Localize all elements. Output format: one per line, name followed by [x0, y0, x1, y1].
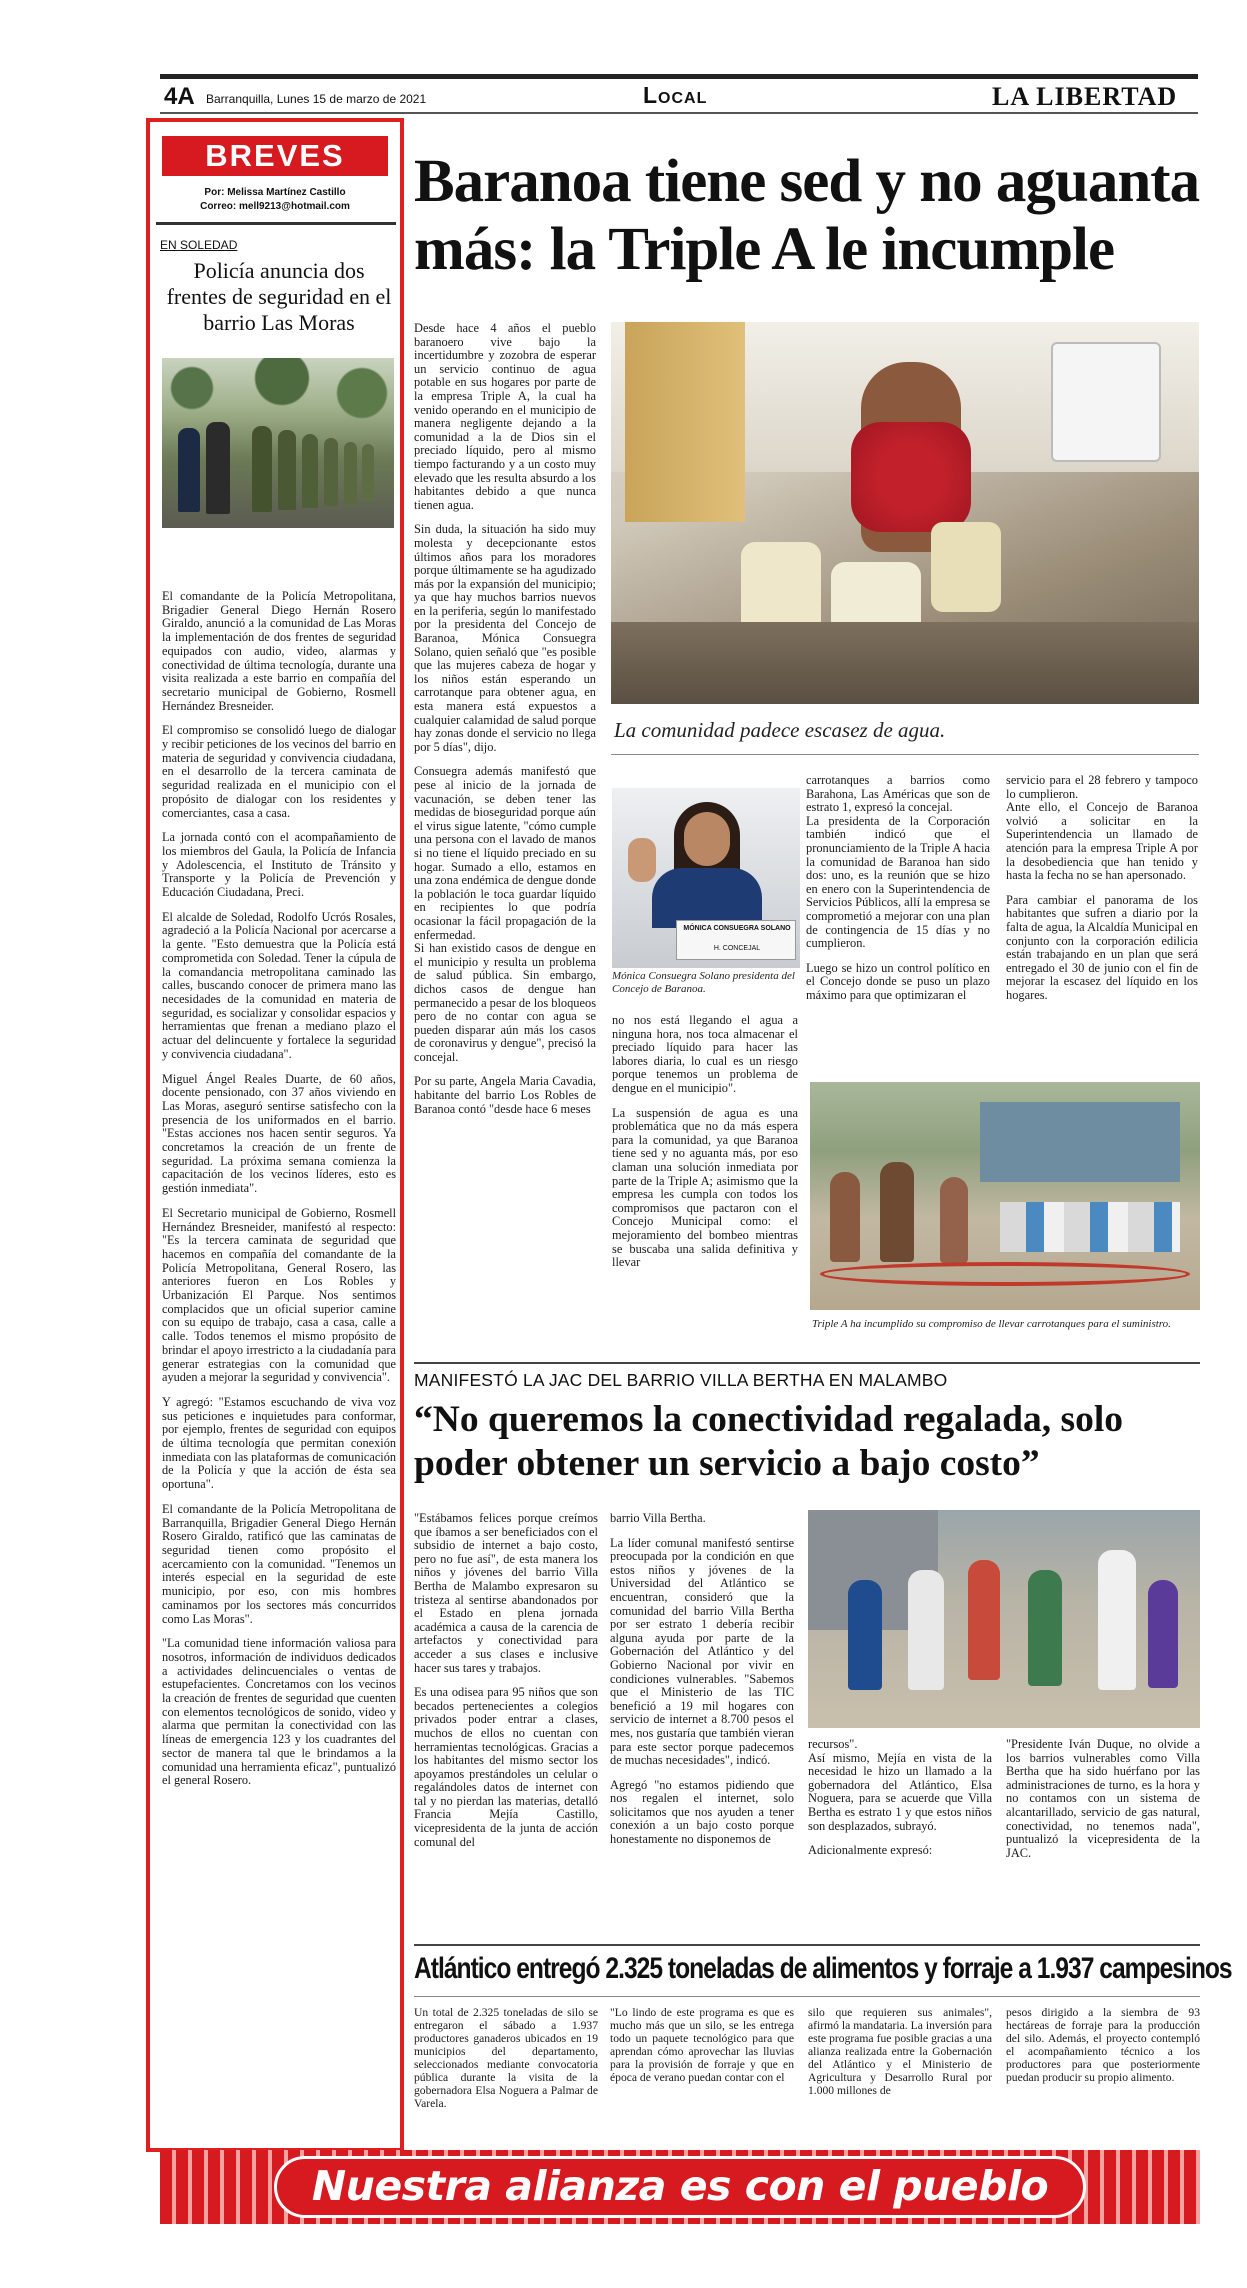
villa-bertha-headline: “No queremos la conectividad regalada, solo poder obtener un servicio a bajo costo”: [414, 1399, 1124, 1484]
article-paragraph: Si han existido casos de dengue en el municipio y resulta un problema de salud pública. Sin embargo, dichos casos de dengue han permanecido a pesar de los bloqueos pero de no contar con agua se pueden disparar aún más los casos de coronavirus y dengue", precisó la concejal.: [414, 941, 597, 1064]
villa-bertha-column-2: [610, 1512, 794, 1858]
police-photo-officers-7: [344, 442, 357, 504]
page-number: 4A: [164, 83, 195, 110]
nameplate-role: H. CONCEJAL: [713, 945, 761, 952]
truck-photo-caption: Triple A ha incumplido su compromiso de llevar carrotanques para el suministro.: [812, 1318, 1171, 1330]
article-paragraph: La presidenta de la Corporación también indicó que el pronunciamiento de la Triple A hacia la comunidad de Baranoa han sido dos: uno, es la reunión que se hizo en enero con la Superintendencia de Servicios Públicos, allí la empresa se comprometió a mejorar con una plan de contingencia de 15 días y no cumplieron.: [806, 813, 990, 951]
photo-crowd-1: [830, 1172, 860, 1262]
baranoa-column-2-top: [806, 774, 990, 1014]
police-photo-officers-3: [252, 426, 272, 512]
water-scarcity-photo: [611, 322, 1199, 704]
footer-banner: [160, 2150, 1200, 2224]
breves-paragraph: El comandante de la Policía Metropolitana, Brigadier General Diego Hernán Rosero Giraldo, anunció a la comunidad de Las Moras la implementación de dos frentes de seguridad equipados con audio, video, alarmas y conectividad de última tecnología, durante una visita realizada a este barrio en compañía del secretario municipal de Gobierno, Rosmell Hernández Bresneider.: [162, 589, 396, 713]
atlantico-column-2: "Lo lindo de este programa es que es mucho más que un silo, se les entrega todo un paquete tecnológico para que aprendan cómo aprovechar las lluvias para la provisión de forraje y que en época de verano puedan contar con el: [610, 2006, 794, 2084]
section-label: Local: [643, 82, 708, 108]
baranoa-column-3: [1006, 774, 1198, 1014]
photo-jug-3: [931, 522, 1001, 612]
baranoa-column-1: [414, 322, 596, 1127]
footer-slogan: Nuestra alianza es con el pueblo: [311, 2162, 1049, 2210]
breves-body: [162, 590, 396, 1799]
article-paragraph: Adicionalmente expresó:: [808, 1843, 933, 1858]
breves-banner: BREVES: [162, 136, 388, 176]
article-paragraph: Agregó "no estamos pidiendo que nos regalen el internet, solo solicitamos que nos ayuden a tener conexión a un bajo costo porque honestamente no disponemos de: [610, 1777, 794, 1847]
article-paragraph: Así mismo, Mejía en vista de la necesidad le hizo un llamado a la gobernadora del Atlántico, Elsa Noguera, para se acuerde que Villa Bertha es estrato 1 y que estos niños son desplazados, subrayó.: [808, 1750, 992, 1833]
photo-buckets: [1000, 1202, 1180, 1252]
photo-child-2: [908, 1570, 944, 1690]
atlantico-under-rule: [414, 1996, 1200, 1997]
article-paragraph: Desde hace 4 años el pueblo baranoero vive bajo la incertidumbre y zozobra de esperar un servicio continuo de agua potable en sus hogares por parte de la empresa Triple A, la cual ha venido operando en el municipio de manera negligente dejando a la comunidad a la de Dios sin el preciado líquido, pero al mismo tiempo facturando y a un costo muy elevado que les resulta absurdo a los habitantes debido a que nunca tienen agua.: [414, 321, 596, 512]
children-photo: [808, 1510, 1200, 1728]
article-paragraph: recursos".: [808, 1737, 858, 1751]
photo-hose: [820, 1262, 1190, 1286]
portrait-body: [652, 868, 762, 928]
portrait-caption: Mónica Consuegra Solano presidenta del Concejo de Baranoa.: [612, 970, 795, 995]
baranoa-column-2-bottom: [612, 1014, 798, 1281]
police-photo-officers-2: [206, 422, 230, 514]
villa-bertha-column-4: [1006, 1738, 1200, 1871]
breves-paragraph: El compromiso se consolidó luego de dialogar y recibir peticiones de los vecinos del barrio en materia de seguridad y convivencia ciudadana, en el desarrollo de la tercera caminata de seguridad realizada en el municipio con el propósito de dialogar con los residentes y comerciantes, casa a casa.: [162, 723, 396, 820]
article-paragraph: Para cambiar el panorama de los habitantes que sufren a diario por la falta de agua, la Alcaldía Municipal en conjunto con la corporación edilicia están trabajando en un plan que será entregado el 30 de junio con el fin de mejorar la escasez del líquido en los hogares.: [1006, 892, 1198, 1002]
breves-rule: [156, 222, 396, 225]
breves-headline: Policía anuncia dos frentes de seguridad en el barrio Las Moras: [166, 258, 392, 335]
page-header: [160, 74, 1198, 116]
article-paragraph: Por su parte, Angela Maria Cavadia, habitante del barrio Los Robles de Baranoa contó "desde hace 6 meses: [414, 1074, 596, 1116]
article-paragraph: Consuegra además manifestó que pese al inicio de la jornada de vacunación, se deben tener las medidas de bioseguridad porque aún el virus sigue latente, "cómo cumple una persona con el lavado de manos si no tiene el líquido preciado en su hogar. Sumado a ello, estamos en una zona endémica de dengue donde la población le toca guardar líquido en recipientes lo que podría ocasionar la fácil propagación de la enfermedad.: [414, 764, 596, 942]
article-paragraph: Es una odisea para 95 niños que son becados pertenecientes a colegios privados poder entrar a clases, muchos de ellos no cuentan con herramientas tecnológicas. Gracias a los habitantes del mismo sector los apoyamos prestándoles un celular o regalándoles datos de internet con tal y no pierdan las materias, detalló Francia Mejía Castillo, vicepresidenta de la junta de acción comunal del: [414, 1685, 598, 1849]
portrait-hand: [628, 838, 656, 882]
atlantico-top-rule: [414, 1944, 1200, 1946]
atlantico-column-4: pesos dirigido a la siembra de 93 hectáreas de forraje para la producción del silo. Además, el proyecto contempló el acompañamiento técnico a los productores para que posteriormente puedan producir su propio alimento.: [1006, 2006, 1200, 2084]
breves-kicker: EN SOLEDAD: [160, 238, 238, 252]
article-paragraph: "Estábamos felices porque creímos que íbamos a ser beneficiados con el subsidio de internet a bajo costo, pero no fue así", de esta manera los niños y jóvenes del barrio Villa Bertha de Malambo expresaron su tristeza al sentirse abandonados por el Estado en plena jornada académica a causa de la carencia de artefactos y conectividad para acceder a sus clases e inclusive hacer sus tares y trabajos.: [414, 1511, 598, 1675]
police-photo-officers-5: [302, 434, 318, 508]
section-rule: [414, 1362, 1200, 1364]
police-photo-trees: [162, 358, 394, 428]
portrait-face: [684, 812, 730, 866]
water-truck-line-photo: [810, 1082, 1200, 1310]
atlantico-column-3: silo que requieren sus animales", afirmó la mandataria. La inversión para este programa fue posible gracias a una alianza realizada entre la Gobernación del Atlántico y el Ministerio de Agricultura y Desarrollo Rural por 1.000 millones de: [808, 2006, 992, 2097]
caption-rule: [611, 754, 1199, 755]
police-photo-officers-6: [324, 438, 338, 506]
photo-crowd-2: [880, 1162, 914, 1262]
portrait-nameplate: [676, 920, 796, 960]
villa-bertha-column-3: [808, 1738, 992, 1869]
atlantico-headline: Atlántico entregó 2.325 toneladas de alimentos y forraje a 1.937 campesinos: [414, 1952, 1232, 1985]
article-paragraph: Ante ello, el Concejo de Baranoa volvió a solicitar en la Superintendencia un llamado de atención para la empresa Triple A por la desobediencia que han tenido y hasta la fecha no se han apersonado.: [1006, 800, 1198, 883]
councilwoman-portrait: [612, 788, 800, 968]
photo-crowd-3: [940, 1177, 968, 1263]
article-paragraph: La suspensión de agua es una problemática que no da más espera para la comunidad, ya que Baranoa tiene sed y no aguanta más, por eso claman una solución inmediata por parte de la Triple A; asimismo que la empresa les cumpla con todos los compromisos que pactaron con el Concejo Municipal como: el mejoramiento del bombeo mientras se buscaba una salida definitiva y llevar: [612, 1105, 798, 1270]
breves-paragraph: La jornada contó con el acompañamiento de los miembros del Gaula, la Policía de Infancia y Adolescencia, el Instituto de Tránsito y Transporte y la Policía de Prevención y Educación Ciudadana, Preci.: [162, 830, 396, 900]
nameplate-name: MÓNICA CONSUEGRA SOLANO: [683, 925, 791, 932]
photo-door: [625, 322, 745, 522]
breves-paragraph: "La comunidad tiene información valiosa para nosotros, información de individuos dedicados a actividades delincuenciales o ventas de estupefacientes. Concretamos con los vecinos la creación de frentes de seguridad que cuenten con elementos tecnológicos de sonido, video y alarma que permitan la conectividad con las líneas de emergencia 123 y los cuadrantes del sector de manera tal que le brindamos a la comunidad una herramienta eficaz", puntualizó el general Rosero.: [162, 1636, 396, 1788]
police-photo-officers-8: [362, 444, 374, 502]
breves-sidebar: [146, 118, 404, 2152]
header-bottom-rule: [160, 112, 1198, 114]
breves-paragraph: El comandante de la Policía Metropolitana de Barranquilla, Brigadier General Diego Hernán Rosero Giraldo, ratificó que las caminatas de seguridad tienen como propósito el acercamiento con la comunidad. "Tenemos un interés especial en la seguridad de este municipio, por eso, con mis hombres caminamos por los sectores más concurridos como Las Moras".: [162, 1501, 396, 1626]
photo-child-6: [1148, 1580, 1178, 1688]
breves-paragraph: El alcalde de Soledad, Rodolfo Ucrós Rosales, agradeció a la Policía Nacional por acercarse a la gente. "Esto demuestra que la Policía está comprometida con Soledad. Tener la cúpula de la comandancia metropolitana caminado las calles, buscando conocer de primera mano las necesidades de la comunidad en materia de seguridad, es socializar y consolidar espacios y herramientas que frenan a mediano plazo el actuar del delincuente y fortalece la seguridad y convivencia ciudadana".: [162, 909, 396, 1061]
police-photo-officers-left: [178, 428, 200, 512]
photo-child-3: [968, 1560, 1000, 1680]
photo-dress: [851, 422, 971, 532]
article-paragraph: La líder comunal manifestó sentirse preocupada por la condición en que estos niños y jóvenes de la Universidad del Atlántico se encuentran, consideró que la comunidad del barrio Villa Bertha por ser estrato 1 debería recibir alguna ayuda por parte de la Gobernación del Atlántico y del Gobierno Nacional por vivir en condiciones vulnerables. "Sabemos que el Ministerio de las TIC benefició a 19 mil hogares con servicio de internet a 8.700 pesos el mes, nos gustaría que también vieran para este sector porque padecemos de muchas necesidades", indicó.: [610, 1535, 794, 1768]
water-photo-caption: La comunidad padece escasez de agua.: [614, 718, 946, 742]
baranoa-headline: Baranoa tiene sed y no aguanta más: la Triple A le incumple: [414, 148, 1200, 283]
villa-bertha-column-1: [414, 1512, 598, 1860]
article-paragraph: "Presidente Iván Duque, no olvide a los barrios vulnerables como Villa Bertha que ha sido huérfano por las administraciones de turno, es la hora y no contamos con un sistema de alcantarillado, servicio de gas natural, conectividad, no tenemos nada", puntualizó la vicepresidenta de la JAC.: [1006, 1737, 1200, 1860]
article-paragraph: carrotanques a barrios como Barahona, Las Américas que son de estrato 1, expresó la concejal.: [806, 773, 990, 815]
police-walk-photo: [162, 358, 394, 528]
police-photo-officers-4: [278, 430, 296, 510]
article-paragraph: servicio para el 28 febrero y tampoco lo cumplieron.: [1006, 773, 1198, 801]
breves-paragraph: Miguel Ángel Reales Duarte, de 60 años, docente pensionado, con 37 años viviendo en Las Moras, aseguró sentirse satisfecho con la presencia de los uniformados en el barrio. "Estas acciones nos hacen sentir seguros. Ya concretamos la creación de un frente de seguridad. La próxima semana comienza la capacitación de los vecinos líderes, esto es gestión inmediata".: [162, 1071, 396, 1196]
masthead-label: LA LIBERTAD: [992, 82, 1178, 111]
header-top-rule: [160, 74, 1198, 79]
article-paragraph: Luego se hizo un control político en el Concejo donde se puso un plazo máximo para que optimizaran el: [806, 960, 990, 1002]
photo-child-4: [1028, 1570, 1062, 1686]
dateline: Barranquilla, Lunes 15 de marzo de 2021: [206, 92, 427, 106]
article-paragraph: Sin duda, la situación ha sido muy molesta y decepcionante estos últimos años para los moradores porque últimamente se ha agudizado más por la expansión del municipio; ya que hay muchos barrios nuevos en la periferia, según lo manifestado por la presidenta del Concejo de Baranoa, Mónica Consuegra Solano, quien señaló que "es posible que las mujeres cabeza de hogar y los niños están esperando un carrotanque para obtener agua, en esta manera está expuestos a cualquier calamidad de salud porque hay zonas donde el servicio no llega por 5 días", dijo.: [414, 522, 596, 754]
photo-container: [1051, 342, 1161, 462]
photo-building: [980, 1102, 1180, 1182]
article-paragraph: no nos está llegando el agua a ninguna hora, nos toca almacenar el preciado líquido para hacer las labores diaria, lo cual es un riesgo porque tenemos un problema de dengue en el municipio".: [612, 1013, 798, 1095]
breves-paragraph: Y agregó: "Estamos escuchando de viva voz sus peticiones e inquietudes para conformar, por ejemplo, frentes de seguridad con equipos de última tecnología que permitan conexión inmediata con las plataformas de comunicación de la Policía y que la acción de ésta sea oportuna".: [162, 1394, 396, 1492]
photo-ground: [611, 622, 1199, 704]
breves-email: Correo: mell9213@hotmail.com: [200, 201, 350, 212]
article-paragraph: barrio Villa Bertha.: [610, 1511, 706, 1525]
breves-byline: Por: Melissa Martínez Castillo: [204, 187, 346, 198]
atlantico-column-1: Un total de 2.325 toneladas de silo se entregaron el sábado a 1.937 productores ganaderos ubicados en 19 municipios del departamento, seleccionados mediante convocatoria pública durante la visita de la gobernadora Elsa Noguera a Palmar de Varela.: [414, 2006, 598, 2110]
villa-bertha-kicker: MANIFESTÓ LA JAC DEL BARRIO VILLA BERTHA EN MALAMBO: [414, 1370, 948, 1390]
breves-paragraph: El Secretario municipal de Gobierno, Rosmell Hernández Bresneider, manifestó al respecto: "Es la tercera caminata de seguridad que hacemos en compañía del comandante de la Policía Metropolitana, General Rosero, las anteriores fueron en Los Robles y Urbanización El Parque. Nos sentimos complacidos que un oficial superior camine con su equipo de trabajo, casa a casa, calle a calle. Todos tenemos el mismo propósito de brindar el apoyo irrestricto a la ciudadanía para generar estrategias con la comunidad que ayuden a mejorar la seguridad y convivencia".: [162, 1205, 396, 1385]
photo-child-1: [848, 1580, 882, 1690]
photo-child-5: [1098, 1550, 1136, 1690]
